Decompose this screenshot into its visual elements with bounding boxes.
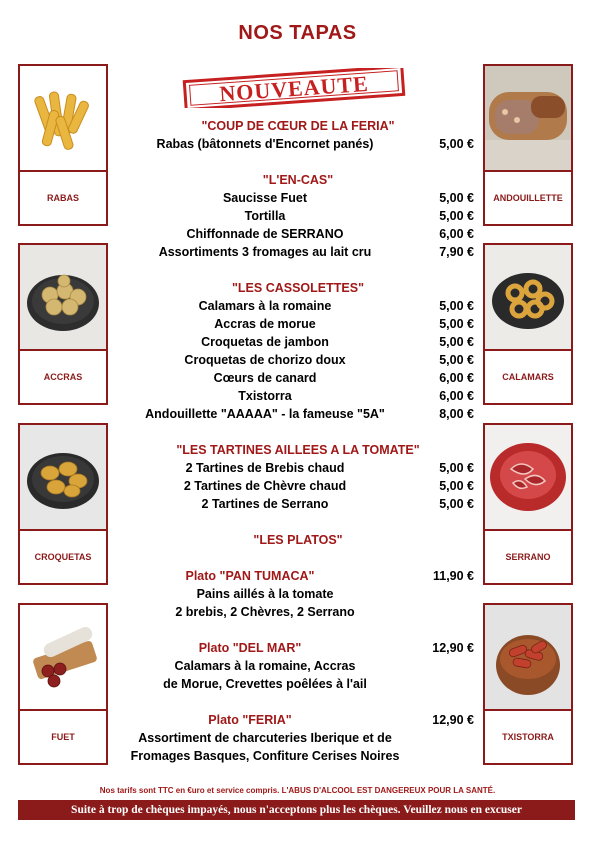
andouillette-photo <box>485 66 571 172</box>
calamars-photo <box>485 245 571 351</box>
plato-name: Plato "FERIA" <box>208 713 292 727</box>
menu-item: 2 Tartines de Chèvre chaud <box>183 479 347 493</box>
menu-item: Tortilla <box>244 209 286 223</box>
menu-price: 5,00 € <box>439 497 474 511</box>
txistorra-label: TXISTORRA <box>502 732 554 742</box>
menu-item: Saucisse Fuet <box>222 191 308 205</box>
section-title-platos: "LES PLATOS" <box>253 533 343 547</box>
menu-price: 5,00 € <box>439 137 474 151</box>
menu-item: Croquetas de chorizo doux <box>184 353 346 367</box>
rabas-photo <box>20 66 106 172</box>
menu-price: 5,00 € <box>439 353 474 367</box>
accras-label: ACCRAS <box>43 372 83 382</box>
menu-price: 5,00 € <box>439 335 474 349</box>
plato-desc-line: de Morue, Crevettes poêlées à l'ail <box>163 677 367 691</box>
andouillette-box <box>483 64 573 226</box>
txistorra-box <box>483 603 573 765</box>
plato-desc-line: Fromages Basques, Confiture Cerises Noires <box>130 749 400 763</box>
croquetas-box <box>18 423 108 585</box>
menu-price: 5,00 € <box>439 209 474 223</box>
menu-item: 2 Tartines de Brebis chaud <box>185 461 345 475</box>
plato-desc-line: 2 brebis, 2 Chèvres, 2 Serrano <box>175 605 355 619</box>
menu-item: Accras de morue <box>214 317 316 331</box>
section-title-cassolettes: "LES CASSOLETTES" <box>231 281 364 295</box>
andouillette-label: ANDOUILLETTE <box>493 193 563 203</box>
plato-name: Plato "PAN TUMACA" <box>185 569 315 583</box>
menu-item: Rabas (bâtonnets d'Encornet panés) <box>156 137 374 151</box>
serrano-photo <box>485 425 571 531</box>
plato-desc-line: Assortiment de charcuteries Iberique et de <box>138 731 392 745</box>
croquetas-label: CROQUETAS <box>34 552 92 562</box>
fuet-box <box>18 603 108 765</box>
plato-price: 12,90 € <box>432 713 474 727</box>
plato-price: 12,90 € <box>432 641 474 655</box>
stamp-text: NOUVEAUTE <box>218 70 370 107</box>
menu-price: 5,00 € <box>439 479 474 493</box>
plato-desc-line: Calamars à la romaine, Accras <box>174 659 356 673</box>
menu-price: 5,00 € <box>439 461 474 475</box>
menu-price: 6,00 € <box>439 227 474 241</box>
plato-name: Plato "DEL MAR" <box>198 641 302 655</box>
legal-note: Nos tarifs sont TTC en €uro et service compris. L'ABUS D'ALCOOL EST DANGEREUX POUR LA SANTÉ. <box>99 786 496 795</box>
calamars-label: CALAMARS <box>502 372 554 382</box>
menu-price: 6,00 € <box>439 371 474 385</box>
menu-price: 7,90 € <box>439 245 474 259</box>
menu-item: Txistorra <box>238 389 292 403</box>
page-title: NOS TAPAS <box>238 22 357 44</box>
menu-price: 8,00 € <box>439 407 474 421</box>
section-title-encas: "L'EN-CAS" <box>262 173 334 187</box>
menu-item: Andouillette "AAAAA" - la fameuse "5A" <box>145 407 385 421</box>
serrano-box <box>483 423 573 585</box>
plato-price: 11,90 € <box>432 569 474 583</box>
section-title-feria: "COUP DE CŒUR DE LA FERIA" <box>201 119 395 133</box>
menu-price: 5,00 € <box>439 191 474 205</box>
txistorra-photo <box>485 605 571 711</box>
calamars-box <box>483 243 573 405</box>
menu-item: Chiffonnade de SERRANO <box>186 227 344 241</box>
menu-item: 2 Tartines de Serrano <box>201 497 329 511</box>
fuet-label: FUET <box>51 732 75 742</box>
accras-box <box>18 243 108 405</box>
serrano-label: SERRANO <box>505 552 551 562</box>
menu-item: Assortiments 3 fromages au lait cru <box>158 245 372 259</box>
croquetas-photo <box>20 425 106 531</box>
fuet-photo <box>20 605 106 711</box>
accras-photo <box>20 245 106 351</box>
menu-price: 5,00 € <box>439 317 474 331</box>
section-title-tartines: "LES TARTINES AILLEES A LA TOMATE" <box>176 443 420 457</box>
plato-desc-line: Pains aillés à la tomate <box>196 587 334 601</box>
cheque-banner: Suite à trop de chèques impayés, nous n'acceptons plus les chèques. Veuillez nous en excuser <box>18 800 575 820</box>
menu-price: 5,00 € <box>439 299 474 313</box>
rabas-label: RABAS <box>46 193 79 203</box>
menu-item: Cœurs de canard <box>213 371 317 385</box>
menu-item: Calamars à la romaine <box>198 299 332 313</box>
menu-item: Croquetas de jambon <box>201 335 329 349</box>
rabas-box <box>18 64 108 226</box>
nouveaute-stamp <box>181 68 407 108</box>
menu-price: 6,00 € <box>439 389 474 403</box>
